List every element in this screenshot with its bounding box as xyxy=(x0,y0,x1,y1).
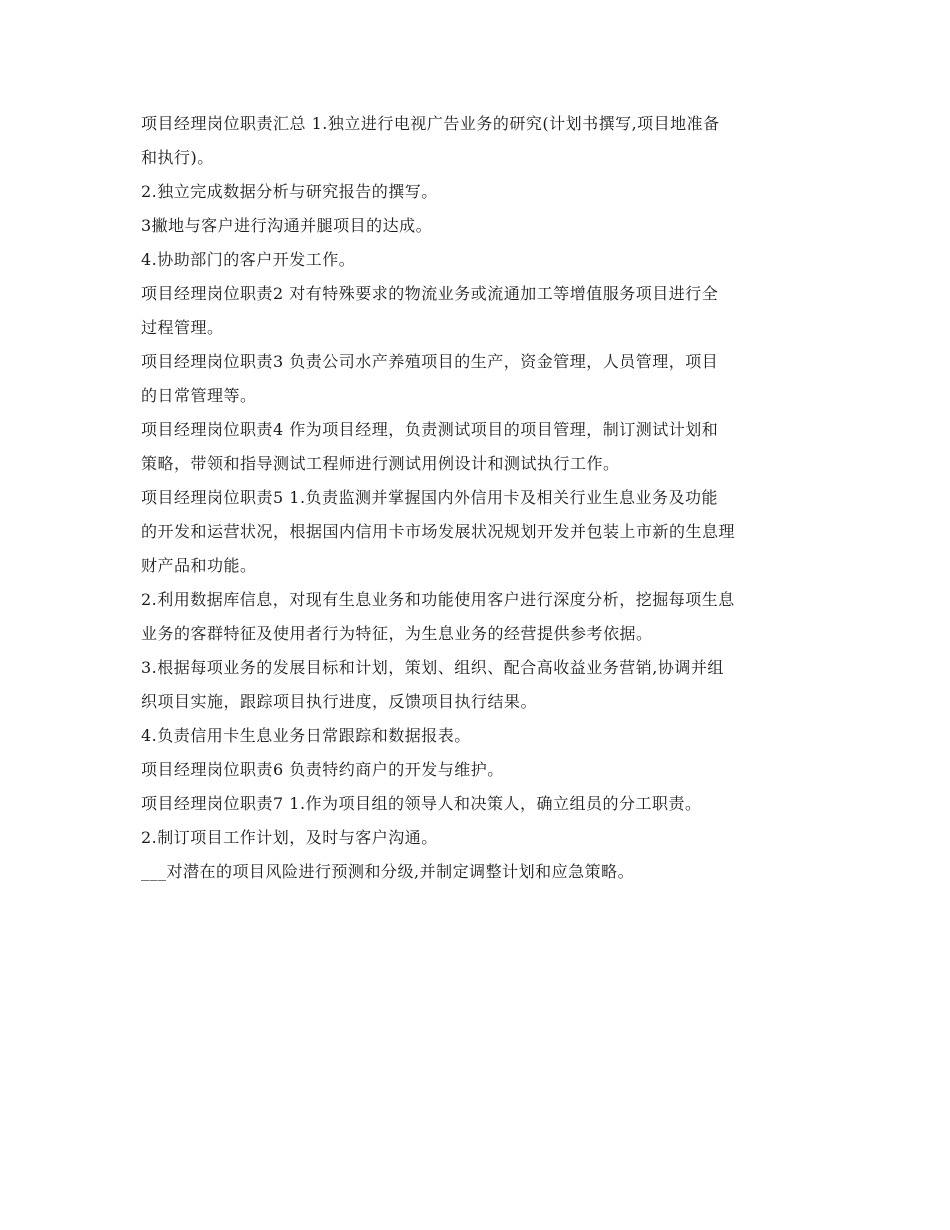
text-line: 2.利用数据库信息，对现有生息业务和功能使用客户进行深度分析，挖掘每项生息 xyxy=(141,590,735,609)
text-line: 2.独立完成数据分析与研究报告的撰写。 xyxy=(141,182,438,201)
text-line: 3.根据每项业务的发展目标和计划，策划、组织、配合高收益业务营销,协调并组 xyxy=(141,658,724,677)
text-line: 财产品和功能。 xyxy=(141,556,257,575)
text-line: 策略，带领和指导测试工程师进行测试用例设计和测试执行工作。 xyxy=(141,454,620,473)
text-line: 项目经理岗位职责5 1.负责监测并掌握国内外信用卡及相关行业生息业务及功能 xyxy=(141,488,719,507)
text-line: 项目经理岗位职责7 1.作为项目组的领导人和决策人，确立组员的分工职责。 xyxy=(141,794,702,813)
text-line: 项目经理岗位职责6 负责特约商户的开发与维护。 xyxy=(141,760,504,779)
text-line: 业务的客群特征及使用者行为特征，为生息业务的经营提供参考依据。 xyxy=(141,624,653,643)
text-line: 项目经理岗位职责2 对有特殊要求的物流业务或流通加工等增值服务项目进行全 xyxy=(141,284,719,303)
text-line: 和执行)。 xyxy=(141,148,214,167)
text-line: 项目经理岗位职责汇总 1.独立进行电视广告业务的研究(计划书撰写,项目地准备 xyxy=(141,114,720,133)
text-line: 织项目实施，跟踪项目执行进度，反馈项目执行结果。 xyxy=(141,692,538,711)
text-line: 的日常管理等。 xyxy=(141,386,257,405)
text-line: 2.制订项目工作计划，及时与客户沟通。 xyxy=(141,828,438,847)
document-body xyxy=(141,107,813,889)
text-line: 4.负责信用卡生息业务日常跟踪和数据报表。 xyxy=(141,726,471,745)
text-line: ___对潜在的项目风险进行预测和分级,并制定调整计划和应急策略。 xyxy=(141,862,635,881)
text-line: 项目经理岗位职责4 作为项目经理，负责测试项目的项目管理，制订测试计划和 xyxy=(141,420,719,439)
text-line: 3撇地与客户进行沟通并腿项目的达成。 xyxy=(141,216,433,235)
text-line: 的开发和运营状况，根据国内信用卡市场发展状况规划开发并包装上市新的生息理 xyxy=(141,522,736,541)
text-line: 4.协助部门的客户开发工作。 xyxy=(141,250,356,269)
text-line: 项目经理岗位职责3 负责公司水产养殖项目的生产，资金管理，人员管理，项目 xyxy=(141,352,719,371)
text-line: 过程管理。 xyxy=(141,318,224,337)
